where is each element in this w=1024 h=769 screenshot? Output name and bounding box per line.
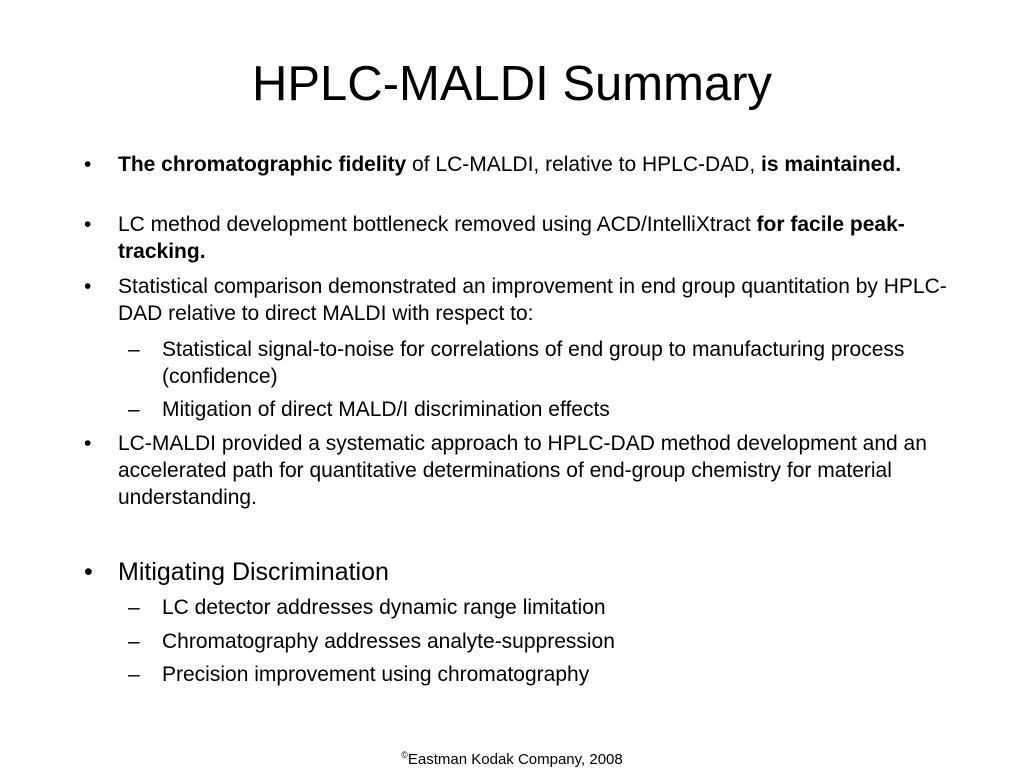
sub-bullet-mark: – xyxy=(128,663,140,686)
bullet-mark: • xyxy=(84,558,93,586)
sub-bullet-dynamic-range xyxy=(128,594,928,621)
bullet-chromatographic-fidelity xyxy=(84,151,954,178)
copyright-symbol: © xyxy=(401,750,408,760)
sub-bullet-text: Statistical signal-to-noise for correlations of end group to manufacturing process (confidence) xyxy=(162,338,905,388)
bullet-text: of LC-MALDI, relative to HPLC-DAD, xyxy=(406,153,761,176)
bullet-statistical-comparison xyxy=(84,273,954,327)
sub-bullet-signal-to-noise xyxy=(128,336,928,390)
bullet-text: Statistical comparison demonstrated an improvement in end group quantitation by HPLC-DAD relative to direct MALDI with respect to: xyxy=(118,275,947,325)
sub-bullet-analyte-suppression xyxy=(128,628,928,655)
bullet-text: LC method development bottleneck removed using ACD/IntelliXtract xyxy=(118,213,757,236)
sub-bullet-mark: – xyxy=(128,398,140,421)
sub-bullet-text: Precision improvement using chromatography xyxy=(162,663,590,686)
sub-bullet-text: Chromatography addresses analyte-suppression xyxy=(162,630,615,653)
slide-title: HPLC-MALDI Summary xyxy=(251,57,773,111)
sub-bullet-text: Mitigation of direct MALD/I discrimination effects xyxy=(162,398,610,421)
bullet-mark: • xyxy=(84,275,92,298)
sub-bullet-text: LC detector addresses dynamic range limitation xyxy=(162,596,606,619)
sub-bullet-mark: – xyxy=(128,338,140,361)
sub-bullet-mitigation xyxy=(128,396,928,423)
sub-bullet-mark: – xyxy=(128,630,140,653)
sub-bullet-mark: – xyxy=(128,596,140,619)
bullet-lc-maldi-approach xyxy=(84,430,954,511)
bullet-mark: • xyxy=(84,213,92,236)
bullet-method-development xyxy=(84,211,954,265)
bullet-mitigating-discrimination xyxy=(84,557,954,587)
copyright-text: Eastman Kodak Company, 2008 xyxy=(407,751,623,768)
bullet-bold-lead: The chromatographic fidelity xyxy=(118,153,407,176)
bullet-mark: • xyxy=(84,432,92,455)
bullet-mark: • xyxy=(84,153,92,176)
bullet-bold-tail: is maintained. xyxy=(760,153,902,176)
bullet-text: LC-MALDI provided a systematic approach to HPLC-DAD method development and an accelerated path for quantitative determinations of end-group chemistry for material understanding. xyxy=(118,432,927,509)
sub-bullet-precision xyxy=(128,661,928,688)
bullet-text: Mitigating Discrimination xyxy=(118,558,389,586)
copyright-footer xyxy=(0,746,1024,769)
bullet-bold-tail: for facile peak-tracking. xyxy=(118,213,905,263)
